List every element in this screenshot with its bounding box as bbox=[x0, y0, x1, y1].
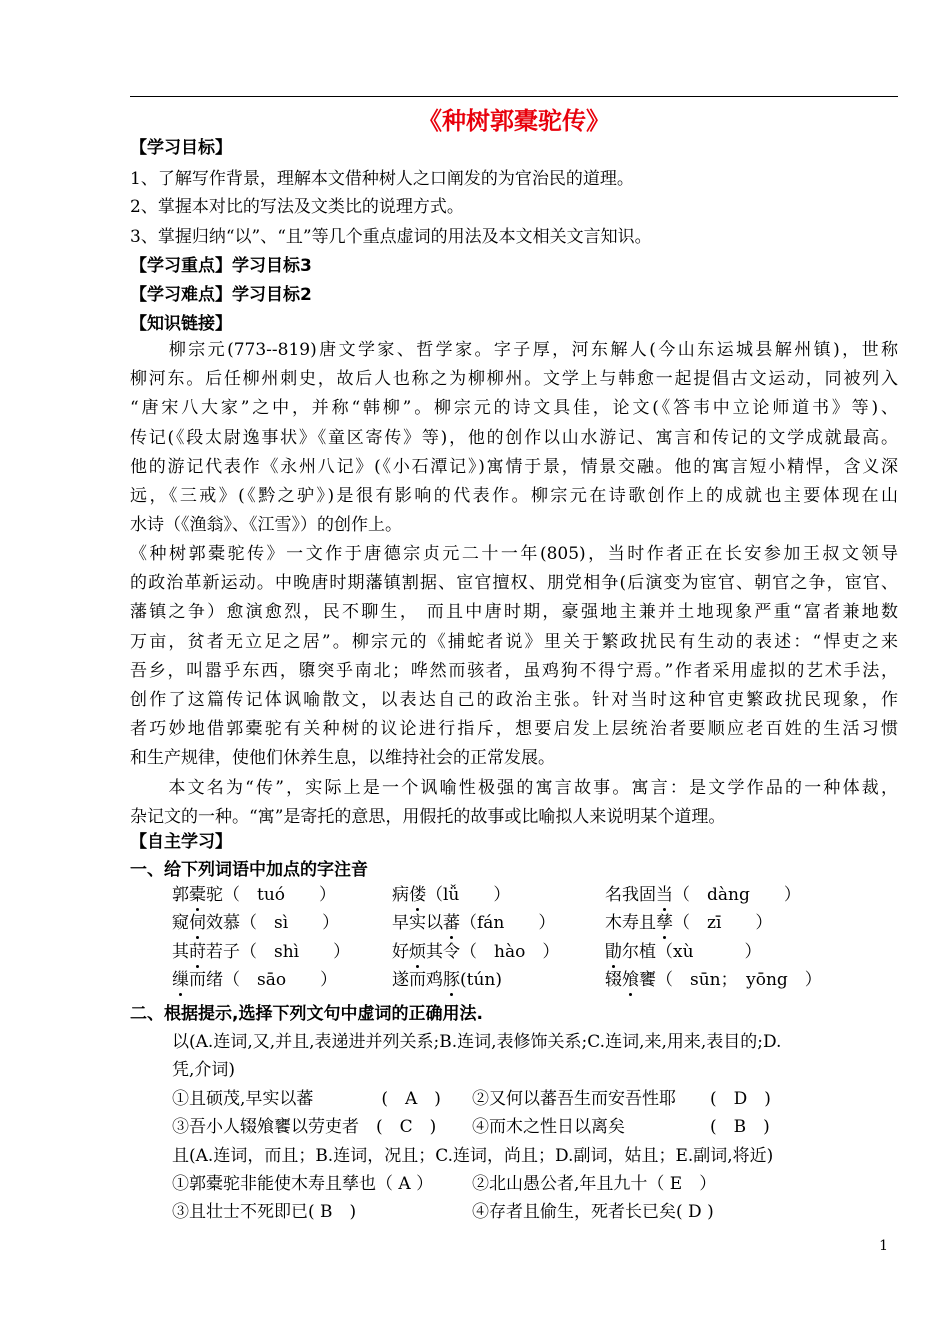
yi-item: ④而木之性日以离矣 ( B ) bbox=[472, 1117, 770, 1137]
pinyin-word bbox=[392, 940, 559, 964]
qie-definition: 且(A.连词，而且；B.连词，况且；C.连词，尚且；D.副词，姑且；E.副词,将近) bbox=[172, 1146, 774, 1166]
text-line: 吾乡，叫嚣乎东西，隳突乎南北；哗然而骇者，虽鸡狗不得宁焉。”作者采用虚拟的艺术手法， bbox=[130, 660, 898, 681]
dotted-character: 缫 bbox=[172, 970, 189, 990]
text-line: 本文名为“传”，实际上是一个讽喻性极强的寓言故事。寓言：是文学作品的一种体裁， bbox=[130, 778, 898, 798]
pinyin-word bbox=[172, 883, 336, 907]
text-line: 水诗（《渔翁》、《江雪》）的创作上。 bbox=[130, 515, 402, 536]
objectives-heading: 【学习目标】 bbox=[130, 138, 232, 158]
self-study-heading: 【自主学习】 bbox=[130, 832, 232, 852]
objective-item: 2、掌握本对比的写法及文类比的说理方式。 bbox=[130, 197, 464, 217]
pinyin-answer: （fán ） bbox=[460, 913, 556, 933]
section-1-heading: 一、给下列词语中加点的字注音 bbox=[130, 860, 368, 880]
pinyin-word bbox=[172, 911, 339, 935]
text-line: 者巧妙地借郭橐驼有关种树的议论进行指斥，想要启发上层统治者要顺应老百姓的生活习惯 bbox=[130, 719, 898, 740]
text-line: “唐宋八大家”之中，并称“韩柳”。柳宗元的诗文具佳，论文(《答韦中立论师道书》等)、 bbox=[130, 398, 898, 419]
word-text: 而绪 bbox=[189, 970, 223, 990]
knowledge-paragraph-2 bbox=[130, 540, 898, 774]
pinyin-word bbox=[605, 940, 762, 964]
pinyin-word bbox=[392, 883, 510, 907]
dotted-character: 烦 bbox=[409, 942, 426, 962]
qie-item: ②北山愚公者,年且九十（ E ） bbox=[472, 1174, 717, 1194]
word-text: 病 bbox=[392, 885, 409, 905]
dotted-character: 孳 bbox=[656, 913, 673, 933]
dotted-character: 莳 bbox=[189, 942, 206, 962]
qie-item: ③且壮士不死即已( B ) bbox=[172, 1202, 357, 1222]
yi-item: ①且硕茂,早实以蕃 ( A ) bbox=[172, 1089, 441, 1109]
dotted-character: 蕃 bbox=[443, 913, 460, 933]
text-line: 《种树郭橐驼传》一文作于唐德宗贞元二十一年(805)，当时作者正在长安参加王叔文领导 bbox=[130, 544, 898, 564]
qie-item: ①郭橐驼非能使木寿且孳也（ A ） bbox=[172, 1174, 434, 1194]
qie-item: ④存者且偷生，死者长已矣( D ) bbox=[472, 1202, 714, 1222]
text-line: 和生产规律，使他们休养生息，以维持社会的正常发展。 bbox=[130, 748, 555, 769]
pinyin-answer: （ hào ） bbox=[460, 942, 560, 962]
word-text: 木寿且 bbox=[605, 913, 656, 933]
text-line: 杂记文的一种。“寓”是寄托的意思，用假托的故事或比喻拟人来说明某个道理。 bbox=[130, 807, 726, 828]
word-text: 其令 bbox=[426, 942, 460, 962]
pinyin-answer: （ tuó ） bbox=[223, 885, 337, 905]
word-text: 早实以 bbox=[392, 913, 443, 933]
text-line: 的政治革新运动。中晚唐时期藩镇割据、宦官擅权、朋党相争(后演变为宦官、朝官之争，宦官、 bbox=[130, 573, 898, 594]
word-text: 其 bbox=[172, 942, 189, 962]
word-text: 驼 bbox=[206, 885, 223, 905]
word-text: 效慕 bbox=[206, 913, 240, 933]
pinyin-word bbox=[605, 911, 772, 935]
pinyin-answer: （ shì ） bbox=[240, 942, 351, 962]
word-text: 若子 bbox=[206, 942, 240, 962]
dotted-character: 伺 bbox=[189, 913, 206, 933]
pinyin-word bbox=[392, 968, 502, 992]
pinyin-answer: （xù ） bbox=[656, 942, 762, 962]
word-text: 窥 bbox=[172, 913, 189, 933]
page-title: 《种树郭橐驼传》 bbox=[418, 107, 610, 135]
text-line: 传记(《段太尉逸事状》《童区寄传》等)，他的创作以山水游记、寓言和传记的文学成就最高。 bbox=[130, 427, 898, 448]
pinyin-answer: （ sāo ） bbox=[223, 970, 338, 990]
word-text: 辍 bbox=[605, 970, 622, 990]
yi-definition-cont: 凭,介词) bbox=[172, 1060, 236, 1080]
text-line: 藩镇之争）愈演愈烈，民不聊生， 而且中唐时期，豪强地主兼并土地现象严重“富者兼地数 bbox=[130, 602, 898, 623]
knowledge-paragraph-3 bbox=[130, 774, 898, 832]
pinyin-word bbox=[172, 968, 337, 992]
pinyin-word bbox=[392, 911, 555, 935]
knowledge-heading: 【知识链接】 bbox=[130, 314, 232, 334]
yi-item: ②又何以蕃吾生而安吾性耶 ( D ) bbox=[472, 1089, 771, 1109]
text-line: 柳宗元(773--819)唐文学家、哲学家。字子厚，河东解人(今山东运城县解州镇)，世称 bbox=[130, 340, 898, 360]
pinyin-answer: （ sì ） bbox=[240, 913, 340, 933]
pinyin-answer: （lǚ ） bbox=[426, 885, 511, 905]
text-line: 万亩，贫者无立足之居”。柳宗元的《捕蛇者说》里关于繁政扰民有生动的表述：“悍吏之来 bbox=[130, 631, 898, 652]
yi-item: ③吾小人辍飧饔以劳吏者 ( C ) bbox=[172, 1117, 437, 1137]
pinyin-answer: （ sūn； yōng ） bbox=[656, 970, 822, 990]
word-text: 尔植 bbox=[622, 942, 656, 962]
word-text: 名我固 bbox=[605, 885, 656, 905]
pinyin-word bbox=[172, 940, 350, 964]
pinyin-answer: （ dàng ） bbox=[673, 885, 801, 905]
section-2-heading: 二、根据提示,选择下列文句中虚词的正确用法. bbox=[130, 1004, 483, 1024]
dotted-character: 豚 bbox=[443, 970, 460, 990]
dotted-character: 当 bbox=[656, 885, 673, 905]
key-point: 【学习重点】学习目标3 bbox=[130, 256, 312, 276]
knowledge-paragraph-1 bbox=[130, 336, 898, 540]
pinyin-word bbox=[605, 968, 822, 992]
dotted-character: 飧 bbox=[622, 970, 639, 990]
difficult-point: 【学习难点】学习目标2 bbox=[130, 285, 312, 305]
yi-definition: 以(A.连词,又,并且,表递进并列关系;B.连词,表修饰关系;C.连词,来,用来,表目的;D. bbox=[172, 1032, 782, 1052]
word-text: 饔 bbox=[639, 970, 656, 990]
dotted-character: 橐 bbox=[189, 885, 206, 905]
text-line: 柳河东。后任柳州刺史，故后人也称之为柳柳州。文学上与韩愈一起提倡古文运动，同被列入 bbox=[130, 369, 898, 390]
word-text: 好 bbox=[392, 942, 409, 962]
pinyin-answer: (tún) bbox=[460, 970, 502, 990]
page-number: 1 bbox=[879, 1238, 888, 1254]
dotted-character: 偻 bbox=[409, 885, 426, 905]
text-line: 他的游记代表作《永州八记》(《小石潭记》)寓情于景，情景交融。他的寓言短小精悍，含义深 bbox=[130, 456, 898, 477]
header-rule bbox=[130, 96, 898, 97]
objective-item: 1、了解写作背景，理解本文借种树人之口阐发的为官治民的道理。 bbox=[130, 169, 634, 189]
text-line: 远，《三戒》(《黔之驴》)是很有影响的代表作。柳宗元在诗歌创作上的成就也主要体现在山 bbox=[130, 486, 898, 507]
objective-item: 3、掌握归纳“以”、“且”等几个重点虚词的用法及本文相关文言知识。 bbox=[130, 227, 652, 247]
word-text: 郭 bbox=[172, 885, 189, 905]
text-line: 创作了这篇传记体讽喻散文，以表达自己的政治主张。针对当时这种官吏繁政扰民现象，作 bbox=[130, 690, 898, 711]
pinyin-answer: （ zī ） bbox=[673, 913, 773, 933]
pinyin-word bbox=[605, 883, 801, 907]
word-text: 遂而鸡 bbox=[392, 970, 443, 990]
dotted-character: 勖 bbox=[605, 942, 622, 962]
